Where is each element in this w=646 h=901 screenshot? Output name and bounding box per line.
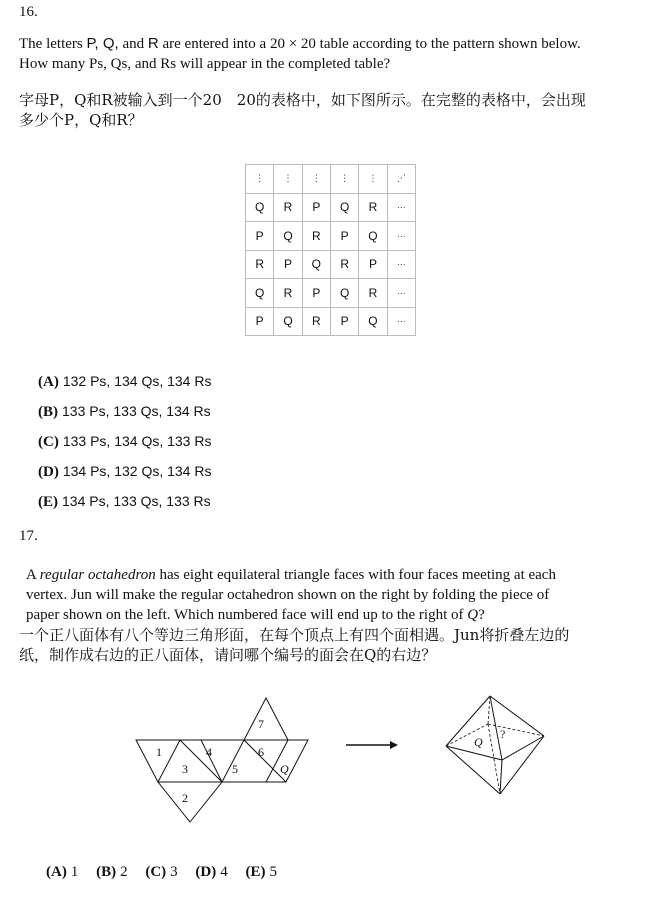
- q17-en-line-3: paper shown on the left. Which numbered face will end up to the right of Q?: [26, 607, 485, 623]
- net-face-2-outline: [158, 782, 222, 822]
- question-16-text-en: [19, 34, 639, 74]
- table-cell: P: [246, 222, 274, 251]
- octahedron-net-diagram: [130, 690, 320, 830]
- table-cell: R: [302, 222, 330, 251]
- table-cell: Q: [246, 279, 274, 308]
- table-cell: ⋮: [330, 165, 358, 194]
- table-cell: Q: [246, 193, 274, 222]
- table-cell: ···: [387, 193, 415, 222]
- question-17-text-zh: [19, 625, 639, 665]
- table-cell: P: [359, 250, 387, 279]
- net-face-6-label: 6: [258, 745, 264, 759]
- question-17-text-en: [26, 565, 636, 625]
- table-cell: R: [274, 193, 302, 222]
- table-cell: R: [246, 250, 274, 279]
- q16-choices: [38, 373, 211, 523]
- q16-choice-b[interactable]: (B) 133 Ps, 133 Qs, 134 Rs: [38, 403, 211, 420]
- table-row: [246, 193, 416, 222]
- table-cell: ⋮: [246, 165, 274, 194]
- table-cell: R: [302, 307, 330, 336]
- table-cell: Q: [274, 222, 302, 251]
- net-face-q-label: Q: [280, 762, 289, 776]
- table-cell: P: [302, 279, 330, 308]
- q16-zh-line-1: 字母P，Q和R被输入到一个20 20的表格中，如下图所示。在完整的表格中，会出现: [19, 91, 586, 109]
- question-17-number: 17.: [19, 528, 38, 544]
- table-cell: R: [274, 279, 302, 308]
- table-cell: P: [302, 193, 330, 222]
- table-cell: ⋮: [302, 165, 330, 194]
- octa-edge: [446, 696, 490, 746]
- net-face-5-label: 5: [232, 762, 238, 776]
- right-arrow-icon: [344, 738, 400, 752]
- table-cell: ···: [387, 279, 415, 308]
- q16-choice-e[interactable]: (E) 134 Ps, 133 Qs, 133 Rs: [38, 493, 211, 510]
- table-cell: ···: [387, 250, 415, 279]
- table-cell: ⋰: [387, 165, 415, 194]
- table-row: [246, 307, 416, 336]
- net-face-4-label: 4: [206, 745, 212, 759]
- table-cell: ⋮: [274, 165, 302, 194]
- q17-choice-e[interactable]: (E) 5: [245, 864, 277, 880]
- table-cell: P: [246, 307, 274, 336]
- octa-edge: [500, 736, 544, 794]
- table-cell: R: [359, 193, 387, 222]
- q16-choice-c[interactable]: (C) 133 Ps, 134 Qs, 133 Rs: [38, 433, 212, 450]
- q17-choices: [46, 864, 291, 881]
- q16-en-line-2: How many Ps, Qs, and Rs will appear in the completed table?: [19, 56, 391, 72]
- octa-edge: [490, 696, 544, 736]
- octa-face-q-label: Q: [474, 735, 483, 749]
- q17-choice-b[interactable]: (B) 2: [96, 864, 128, 880]
- table-cell: P: [330, 222, 358, 251]
- net-face-7-outline: [244, 698, 288, 740]
- table-row: [246, 279, 416, 308]
- octa-face-unknown-label: ?: [500, 727, 506, 741]
- q17-choice-a[interactable]: (A) 1: [46, 864, 79, 880]
- net-face-3-label: 3: [182, 762, 188, 776]
- q17-choice-c[interactable]: (C) 3: [145, 864, 178, 880]
- net-face-1-label: 1: [156, 745, 162, 759]
- q16-en-line-1: The letters P, Q, and R are entered into a 20 × 20 table according to the pattern shown below.: [19, 35, 581, 52]
- octahedron-diagram: [440, 690, 550, 800]
- q17-en-line-2: vertex. Jun will make the regular octahedron shown on the right by folding the piece of: [26, 587, 550, 603]
- table-cell: Q: [359, 222, 387, 251]
- table-cell: Q: [330, 193, 358, 222]
- octa-hidden-edge: [488, 696, 490, 724]
- table-cell: R: [330, 250, 358, 279]
- table-row: [246, 250, 416, 279]
- q16-choice-d[interactable]: (D) 134 Ps, 132 Qs, 134 Rs: [38, 463, 212, 480]
- question-16-text-zh: [19, 90, 639, 130]
- table-cell: P: [330, 307, 358, 336]
- net-face-2-label: 2: [182, 791, 188, 805]
- net-face-7-label: 7: [258, 717, 264, 731]
- q17-en-line-1: A regular octahedron has eight equilateral triangle faces with four faces meeting at each: [26, 567, 556, 583]
- q17-zh-line-2: 纸，制作成右边的正八面体，请问哪个编号的面会在Q的右边？: [19, 646, 437, 664]
- table-cell: ···: [387, 307, 415, 336]
- q16-zh-line-2: 多少个P，Q和R？: [19, 111, 143, 129]
- table-cell: R: [359, 279, 387, 308]
- q17-choice-d[interactable]: (D) 4: [195, 864, 228, 880]
- octa-edge: [500, 760, 502, 794]
- table-row: [246, 222, 416, 251]
- table-cell: ···: [387, 222, 415, 251]
- letter-pattern-table: [245, 164, 416, 336]
- table-cell: P: [274, 250, 302, 279]
- q16-choice-a[interactable]: (A) 132 Ps, 134 Qs, 134 Rs: [38, 373, 212, 390]
- octa-edge: [502, 736, 544, 760]
- table-cell: Q: [359, 307, 387, 336]
- q17-zh-line-1: 一个正八面体有八个等边三角形面，在每个顶点上有四个面相遇。Jun将折叠左边的: [19, 626, 570, 644]
- table-row: [246, 165, 416, 194]
- table-cell: Q: [274, 307, 302, 336]
- table-cell: ⋮: [359, 165, 387, 194]
- question-16-number: 16.: [19, 4, 38, 20]
- table-cell: Q: [302, 250, 330, 279]
- table-cell: Q: [330, 279, 358, 308]
